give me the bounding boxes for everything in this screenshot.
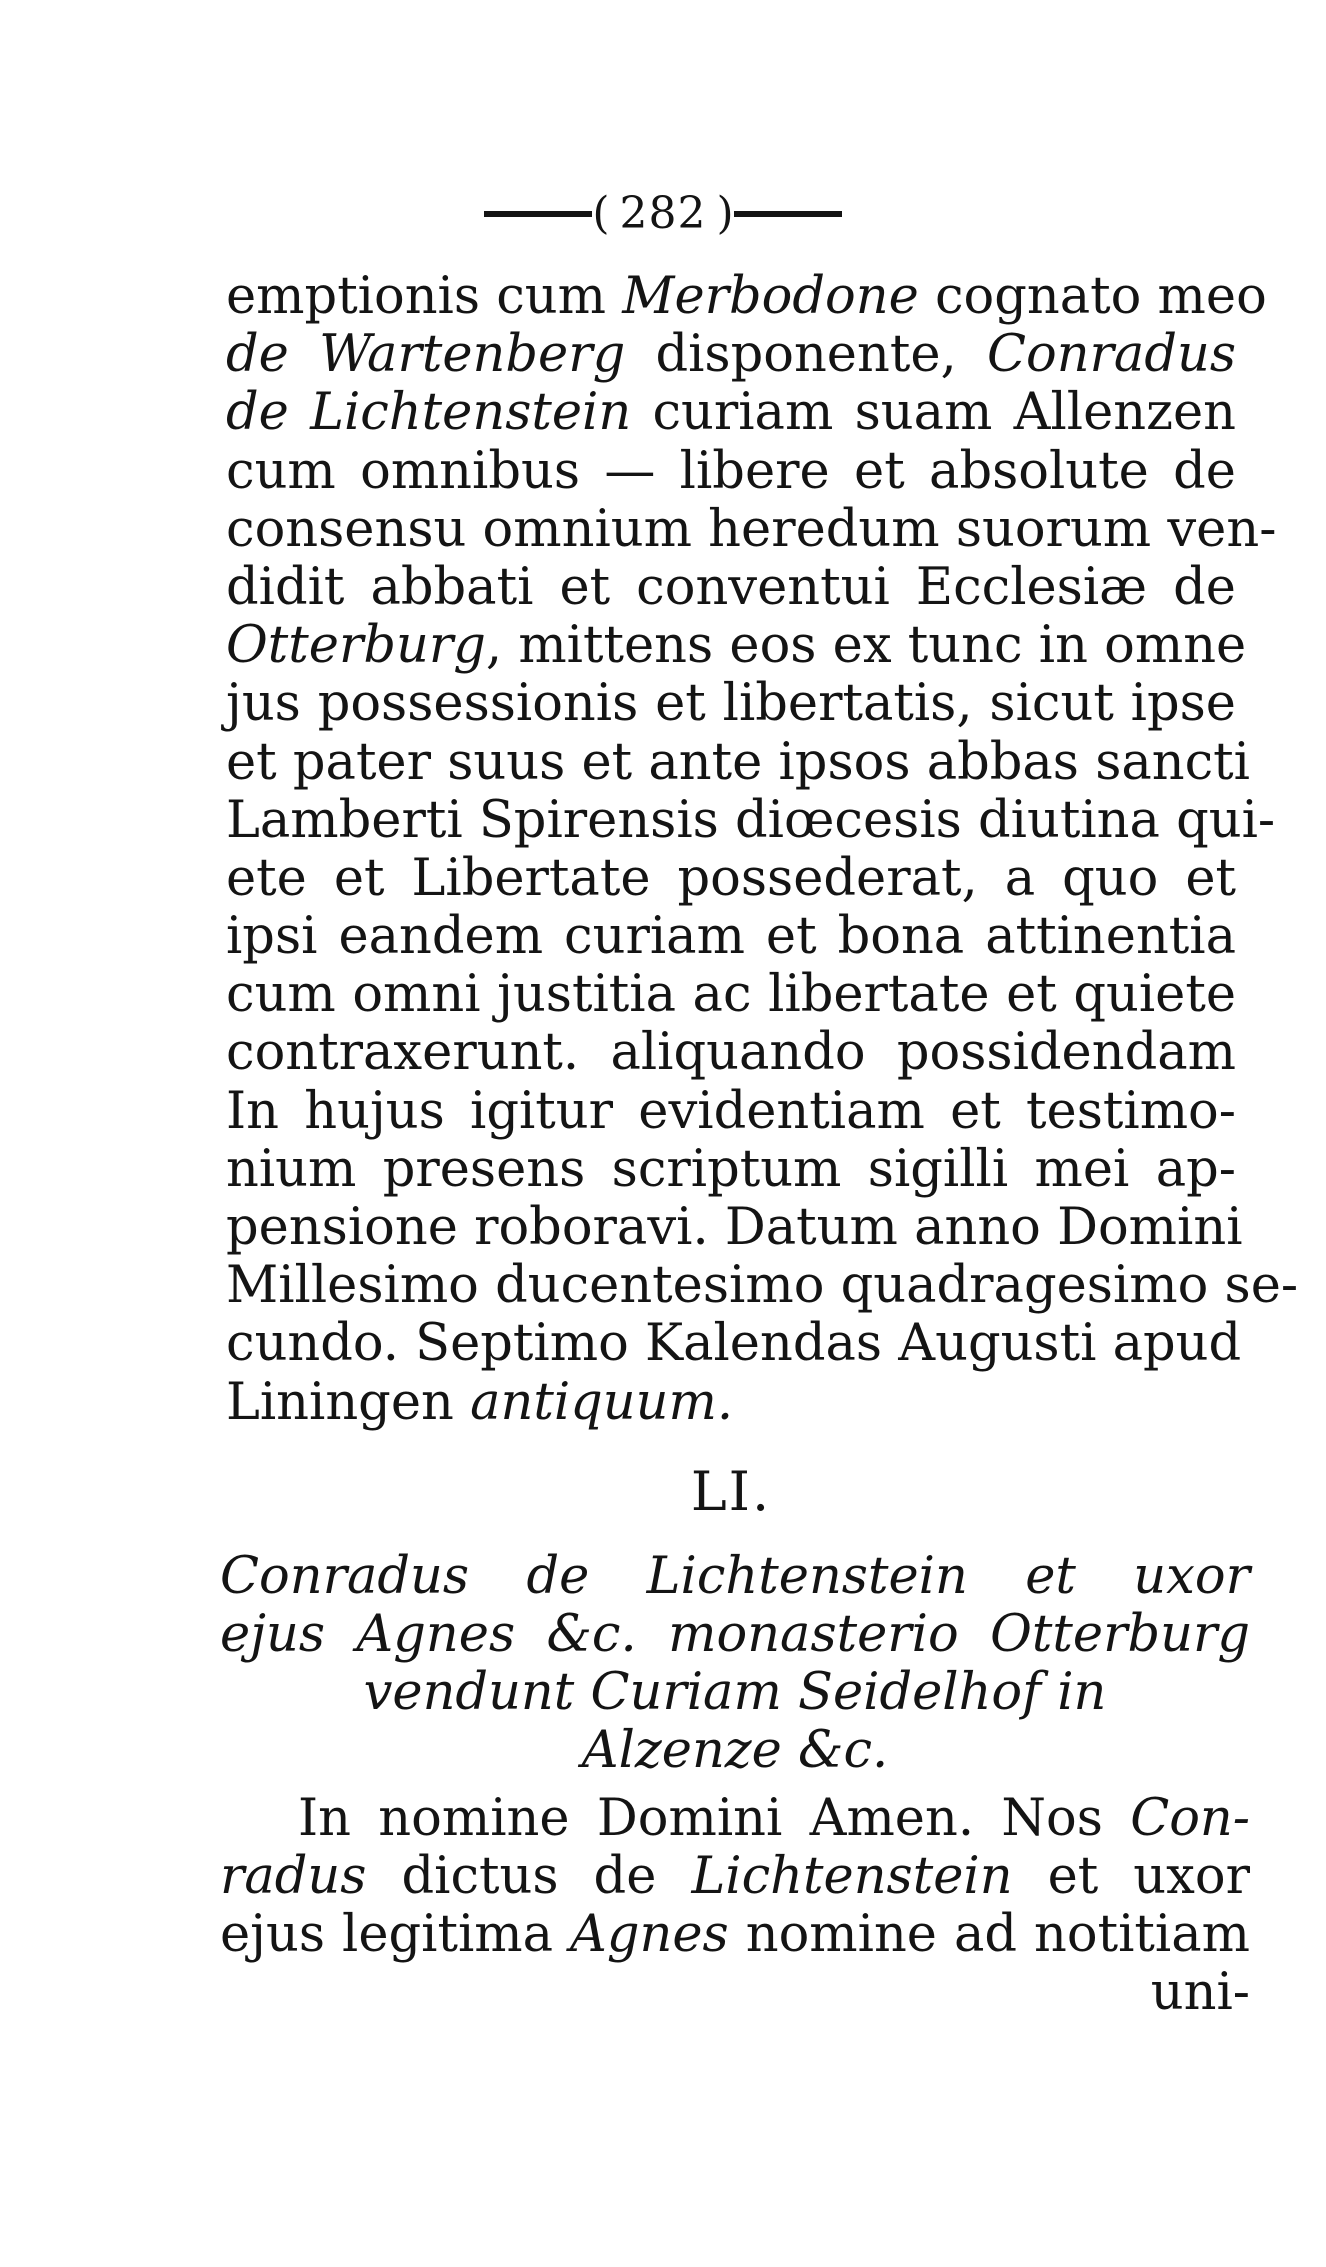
text-line: [226, 966, 1236, 1024]
text-line: [226, 850, 1236, 908]
text-line: [226, 1256, 1299, 1316]
roman-text: Millesimo ducentesimo quadragesimo se-: [226, 1256, 1299, 1316]
text-line: [226, 1314, 1242, 1374]
header-rule-right: [734, 211, 842, 217]
italic-text: Con-: [1130, 1789, 1250, 1848]
text-line: [226, 908, 1236, 966]
roman-text: emptionis cum: [226, 267, 623, 326]
roman-text: vendunt Curiam Seidelhof in: [363, 1663, 1107, 1722]
text-line: [226, 443, 1236, 501]
charter-opening: [220, 1790, 1250, 2022]
roman-text: Conradus de Lichtenstein et uxor: [220, 1547, 1250, 1606]
roman-text: cundo. Septimo Kalendas Augusti apud: [226, 1314, 1242, 1374]
roman-text: didit abbati et conventui Ecclesiæ de: [226, 557, 1236, 617]
roman-text: , mittens eos ex tunc in omne: [485, 616, 1247, 676]
text-line: [226, 499, 1277, 559]
roman-text: et pater suus et ante ipsos abbas sancti: [226, 732, 1250, 792]
charter-summary: [220, 1548, 1250, 1780]
body-text: [226, 267, 1299, 1432]
roman-text: disponente,: [625, 325, 987, 385]
roman-text: nomine ad notitiam: [728, 1905, 1250, 1964]
roman-text: cognato meo: [918, 267, 1267, 326]
roman-text: pensione roboravi. Datum anno Domini: [226, 1198, 1243, 1257]
header-bracket-right: ): [716, 188, 734, 239]
text-line: [226, 616, 1247, 676]
italic-text: de Lichtenstein: [226, 383, 632, 443]
italic-text: Agnes: [570, 1905, 729, 1964]
roman-text: uni-: [1150, 1963, 1250, 2022]
section-number: LI.: [690, 1460, 772, 1523]
text-line: [220, 1606, 1250, 1664]
italic-text: radus: [220, 1847, 367, 1906]
text-line: [226, 267, 1267, 326]
text-line: [220, 1722, 1250, 1780]
italic-text: antiquum.: [470, 1372, 734, 1432]
page-number: 282: [619, 188, 707, 239]
roman-text: ejus Agnes &c. monasterio Otterburg: [220, 1605, 1250, 1664]
roman-text: et uxor: [1012, 1847, 1251, 1906]
italic-text: Lichtenstein: [691, 1847, 1013, 1906]
text-line: [220, 1664, 1250, 1722]
header-bracket-left: (: [592, 188, 610, 239]
roman-text: In nomine Domini Amen. Nos: [298, 1789, 1131, 1848]
roman-text: contraxerunt. aliquando possidendam: [226, 1023, 1236, 1083]
text-line: [226, 1141, 1236, 1199]
text-line: [226, 1198, 1243, 1257]
roman-text: Lamberti Spirensis diœcesis diutina qui-: [226, 790, 1276, 850]
roman-text: ete et Libertate possederat, a quo et: [226, 848, 1236, 908]
roman-text: cum omni justitia ac libertate et quiete: [226, 965, 1236, 1025]
italic-text: Conradus: [986, 325, 1236, 385]
text-line: [226, 559, 1236, 617]
roman-text: Alzenze &c.: [581, 1721, 889, 1780]
text-line: [226, 1083, 1236, 1141]
text-line: [226, 1374, 1236, 1432]
text-line: [220, 1964, 1250, 2022]
text-line: [220, 1790, 1250, 1848]
roman-text: nium presens scriptum sigilli mei ap-: [226, 1139, 1236, 1199]
text-line: [226, 326, 1236, 384]
text-line: [226, 675, 1236, 733]
roman-text: ipsi eandem curiam et bona attinentia: [226, 907, 1236, 967]
text-line: [220, 1548, 1250, 1606]
roman-text: Liningen: [226, 1372, 471, 1432]
roman-text: In hujus igitur evidentiam et testimo-: [226, 1081, 1236, 1141]
text-line: [226, 790, 1276, 850]
roman-text: dictus de: [366, 1847, 692, 1906]
italic-text: Merbodone: [622, 267, 919, 326]
roman-text: cum omnibus — libere et absolute de: [226, 441, 1236, 501]
roman-text: ejus legitima: [220, 1905, 571, 1964]
roman-text: consensu omnium heredum suorum ven-: [226, 499, 1277, 559]
italic-text: de Wartenberg: [226, 325, 626, 385]
text-line: [220, 1906, 1250, 1964]
text-line: [226, 732, 1250, 792]
roman-text: jus possessionis et libertatis, sicut ipse: [226, 674, 1236, 734]
text-line: [226, 1024, 1236, 1082]
italic-text: Otterburg: [226, 616, 486, 676]
text-line: [226, 384, 1236, 442]
roman-text: curiam suam Allenzen: [631, 383, 1236, 443]
text-line: [220, 1848, 1250, 1906]
page-header: [0, 188, 1326, 239]
header-rule-left: [484, 211, 592, 217]
